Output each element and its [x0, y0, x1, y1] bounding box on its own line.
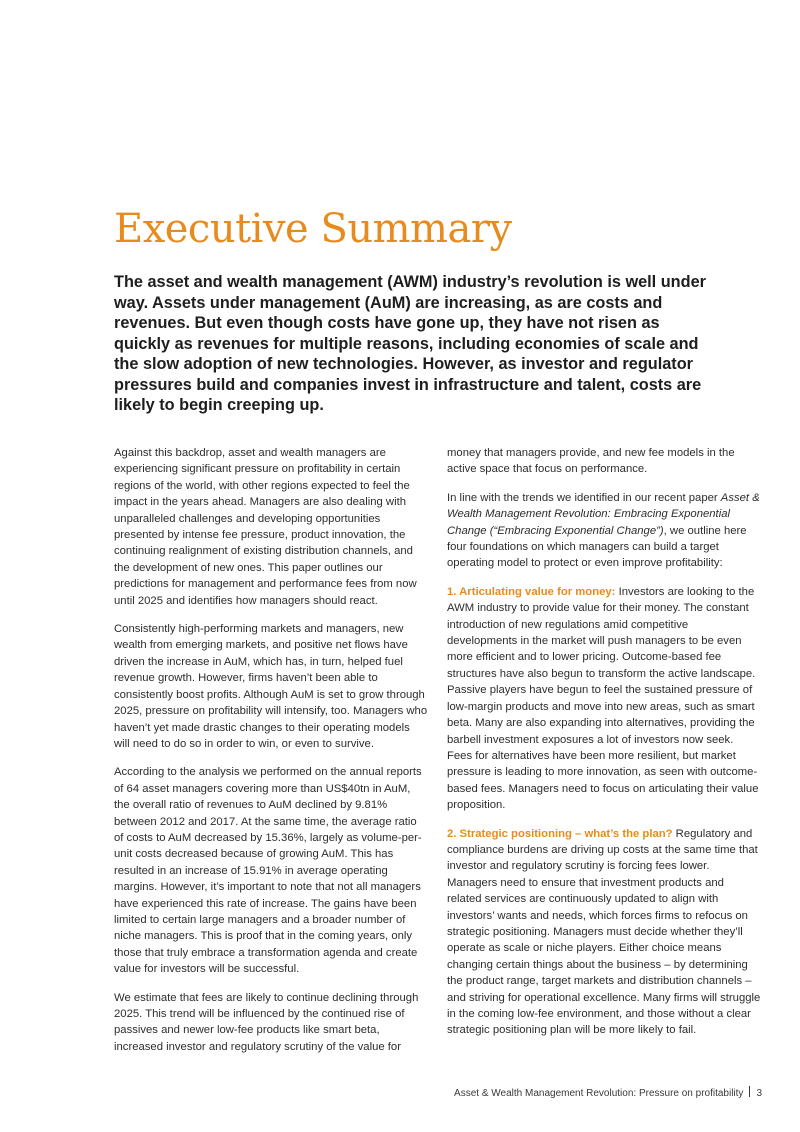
intro-paragraph: The asset and wealth management (AWM) industry’s revolution is well under way. Assets under management (AuM) are increasing, as are costs and revenues. But even though costs have gone up, they have not risen as quickly as revenues for multiple reasons, including economies of scale and the slow adoption of new technologies. However, as investor and regulator pressures build and companies invest in infrastructure and talent, costs are likely to begin creeping up. [114, 273, 706, 414]
section-heading: 2. Strategic positioning – what’s the plan? [447, 827, 673, 840]
body-paragraph: According to the analysis we performed on the annual reports of 64 asset managers covering more than US$40tn in AuM, the overall ratio of revenues to AuM declined by 9.81% between 2012 and 2017. At the same time, the average ratio of costs to AuM decreased by 15.36%, largely as volume-per-unit costs decreased because of growing AuM. This has resulted in an increase of 15.91% in average operating margins. However, it’s important to note that not all managers have experienced this rate of increase. The gains have been limited to certain large managers and a broader number of niche managers. This is proof that in the coming years, only those that truly embrace a transformation agenda and create value for investors will be successful. [114, 766, 422, 976]
body-paragraph [447, 490, 761, 572]
page-number: 3 [756, 1088, 762, 1099]
section-strategic-positioning [447, 826, 761, 1039]
page-title: Executive Summary [114, 206, 512, 252]
section-articulating-value [447, 584, 761, 814]
footer-title: Asset & Wealth Management Revolution: Pressure on profitability [454, 1088, 744, 1099]
paragraph-text: , we outline here four foundations on which managers can build a target operating model to protect or even improve profitability: [447, 524, 747, 570]
body-paragraph: We estimate that fees are likely to continue declining through 2025. This trend will be influenced by the continued rise of passives and newer low-fee products like smart beta, increased investor and regulatory scrutiny of the value for [114, 991, 419, 1053]
body-paragraph: money that managers provide, and new fee models in the active space that focus on performance. [447, 447, 735, 476]
paper-title-italic: Asset & Wealth Management Revolution: Embracing Exponential Change (“Embracing Exponential Change”) [447, 491, 760, 537]
left-column [114, 445, 428, 1067]
section-heading: 1. Articulating value for money: [447, 585, 616, 598]
body-paragraph: Against this backdrop, asset and wealth managers are experiencing significant pressure on profitability in certain regions of the world, with other regions expected to feel the impact in the years ahead. Managers are also dealing with unparalleled challenges and developing opportunities presented by intense fee pressure, product innovation, the continuing realignment of existing distribution channels, and the development of new ones. This paper outlines our predictions for management and performance fees from now until 2025 and identifies how managers should react. [114, 447, 417, 607]
body-paragraph: Consistently high-performing markets and managers, new wealth from emerging markets, and positive net flows have driven the increase in AuM, which has, in turn, helped fuel revenue growth. However, firms haven’t been able to consistently boost profits. Although AuM is set to grow through 2025, pressure on profitability will intensify, too. Managers who haven’t yet made drastic changes to their operating models will need to do so in order to win, or even to survive. [114, 623, 428, 750]
section-text: Investors are looking to the AWM industry to provide value for their money. The constant introduction of new regulations amid competitive developments in the market will push managers to be even more efficient and to lower pricing. Outcome-based fee structures have also begun to transform the active landscape. Passive players have begun to feel the sustained pressure of low-margin products and move into new areas, such as smart beta. Many are also expanding into alternatives, providing the barbell investment exposures a lot of investors now seek. Fees for alternatives have been more resilient, but market pressure is leading to more innovation, as seen with outcome-based fees. Managers need to focus on articulating their value proposition. [447, 585, 759, 812]
right-column [447, 445, 761, 1051]
page-footer [454, 1086, 762, 1099]
section-text: Regulatory and compliance burdens are driving up costs at the same time that investor and regulatory scrutiny is forcing fees lower. Managers need to ensure that investment products and related services are continuously updated to align with investors’ wants and needs, which forces firms to refocus on strategic positioning. Managers must decide whether they’ll operate as scale or niche players. Either choice means changing certain things about the business – by determining the product range, target markets and distribution channels – and striving for operational excellence. Many firms will struggle in the coming low-fee environment, and those without a clear strategic positioning plan will be more likely to fail. [447, 827, 761, 1037]
footer-divider [749, 1086, 750, 1097]
paragraph-text: In line with the trends we identified in our recent paper [447, 491, 721, 504]
